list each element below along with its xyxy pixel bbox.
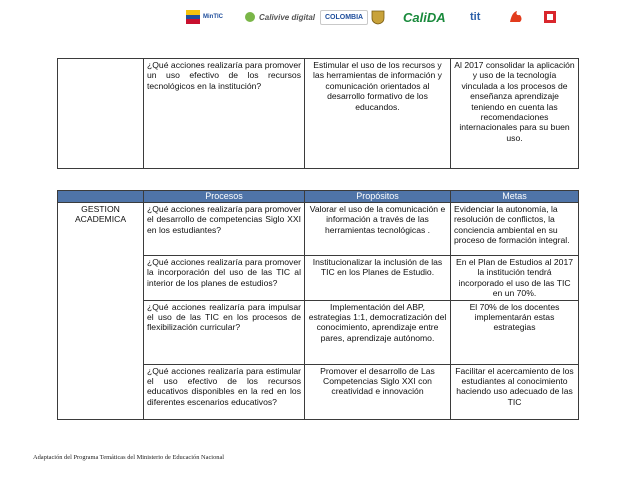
table-row: [58, 59, 579, 169]
meta-cell: En el Plan de Estudios al 2017 la institución tendrá incorporado el uso de las TIC en un 70%.: [451, 256, 579, 301]
header-procesos: Procesos: [144, 191, 305, 203]
proceso-cell: ¿Qué acciones realizaría para promover un uso efectivo de los recursos tecnológicos en la institución?: [144, 59, 305, 169]
continuation-table: [57, 58, 579, 169]
table-row: [58, 203, 579, 256]
mintic-logo: MinTIC: [186, 9, 223, 25]
proposito-cell: Promover el desarrollo de Las Competencias Siglo XXI con creatividad e innovación: [305, 364, 451, 419]
proceso-cell: ¿Qué acciones realizaría para promover la incorporación del uso de las TIC al interior de los planes de estudios?: [144, 256, 305, 301]
shield-icon: [543, 10, 557, 24]
proposito-cell: Implementación del ABP, estrategias 1:1, democratización del conocimiento, aprendizaje entre pares, aprendizaje autónomo.: [305, 300, 451, 364]
meta-cell: El 70% de los docentes implementarán estas estrategias: [451, 300, 579, 364]
area-cell: [58, 59, 144, 169]
header-row: [58, 191, 579, 203]
header-metas: Metas: [451, 191, 579, 203]
logo-header: [0, 0, 638, 40]
meta-cell: Al 2017 consolidar la aplicación y uso de la tecnología vinculada a los procesos de enseñanza aprendizaje teniendo en cuenta las recomendaciones internacionales para su buen uso.: [451, 59, 579, 169]
footer-note: Adaptación del Programa Temáticas del Ministerio de Educación Nacional: [33, 454, 225, 461]
calivive-digital-logo: Calivive digital: [244, 9, 315, 25]
tit-logo: tit: [470, 11, 481, 23]
proceso-cell: ¿Qué acciones realizaría para impulsar el uso de las TIC en los procesos de flexibilización curricular?: [144, 300, 305, 364]
header-area: [58, 191, 144, 203]
escudo-logo: [371, 9, 385, 25]
colombia-emblem-icon: [186, 10, 200, 24]
colombia-logo: COLOMBIA: [320, 9, 368, 25]
proposito-cell: Valorar el uso de la comunicación e información a través de las herramientas tecnológicas .: [305, 203, 451, 256]
header-propositos: Propósitos: [305, 191, 451, 203]
meta-cell: Evidenciar la autonomía, la resolución de conflictos, la conciencia ambiental en su proceso de formación integral.: [451, 203, 579, 256]
proceso-cell: ¿Qué acciones realizaría para estimular el uso efectivo de los recursos educativos disponibles en la red en los diferentes escenarios educativos?: [144, 364, 305, 419]
proposito-cell: Estimular el uso de los recursos y las herramientas de información y comunicación orientados al desarrollo formativo de los educandos.: [305, 59, 451, 169]
meta-cell: Facilitar el acercamiento de los estudiantes al conocimiento haciendo uso adecuado de las TIC: [451, 364, 579, 419]
area-cell: GESTION ACADEMICA: [58, 203, 144, 420]
partner-logo-2: [543, 9, 557, 25]
flame-icon: [508, 10, 524, 24]
proceso-cell: ¿Qué acciones realizaría para promover el desarrollo de competencias Siglo XXI en los estudiantes?: [144, 203, 305, 256]
gestion-academica-table: [57, 190, 579, 420]
partner-logo: [508, 9, 524, 25]
calivive-icon: [244, 11, 256, 23]
coat-of-arms-icon: [371, 9, 385, 25]
proposito-cell: Institucionalizar la inclusión de las TIC en los Planes de Estudio.: [305, 256, 451, 301]
cali-logo: CaliDA: [403, 9, 446, 25]
